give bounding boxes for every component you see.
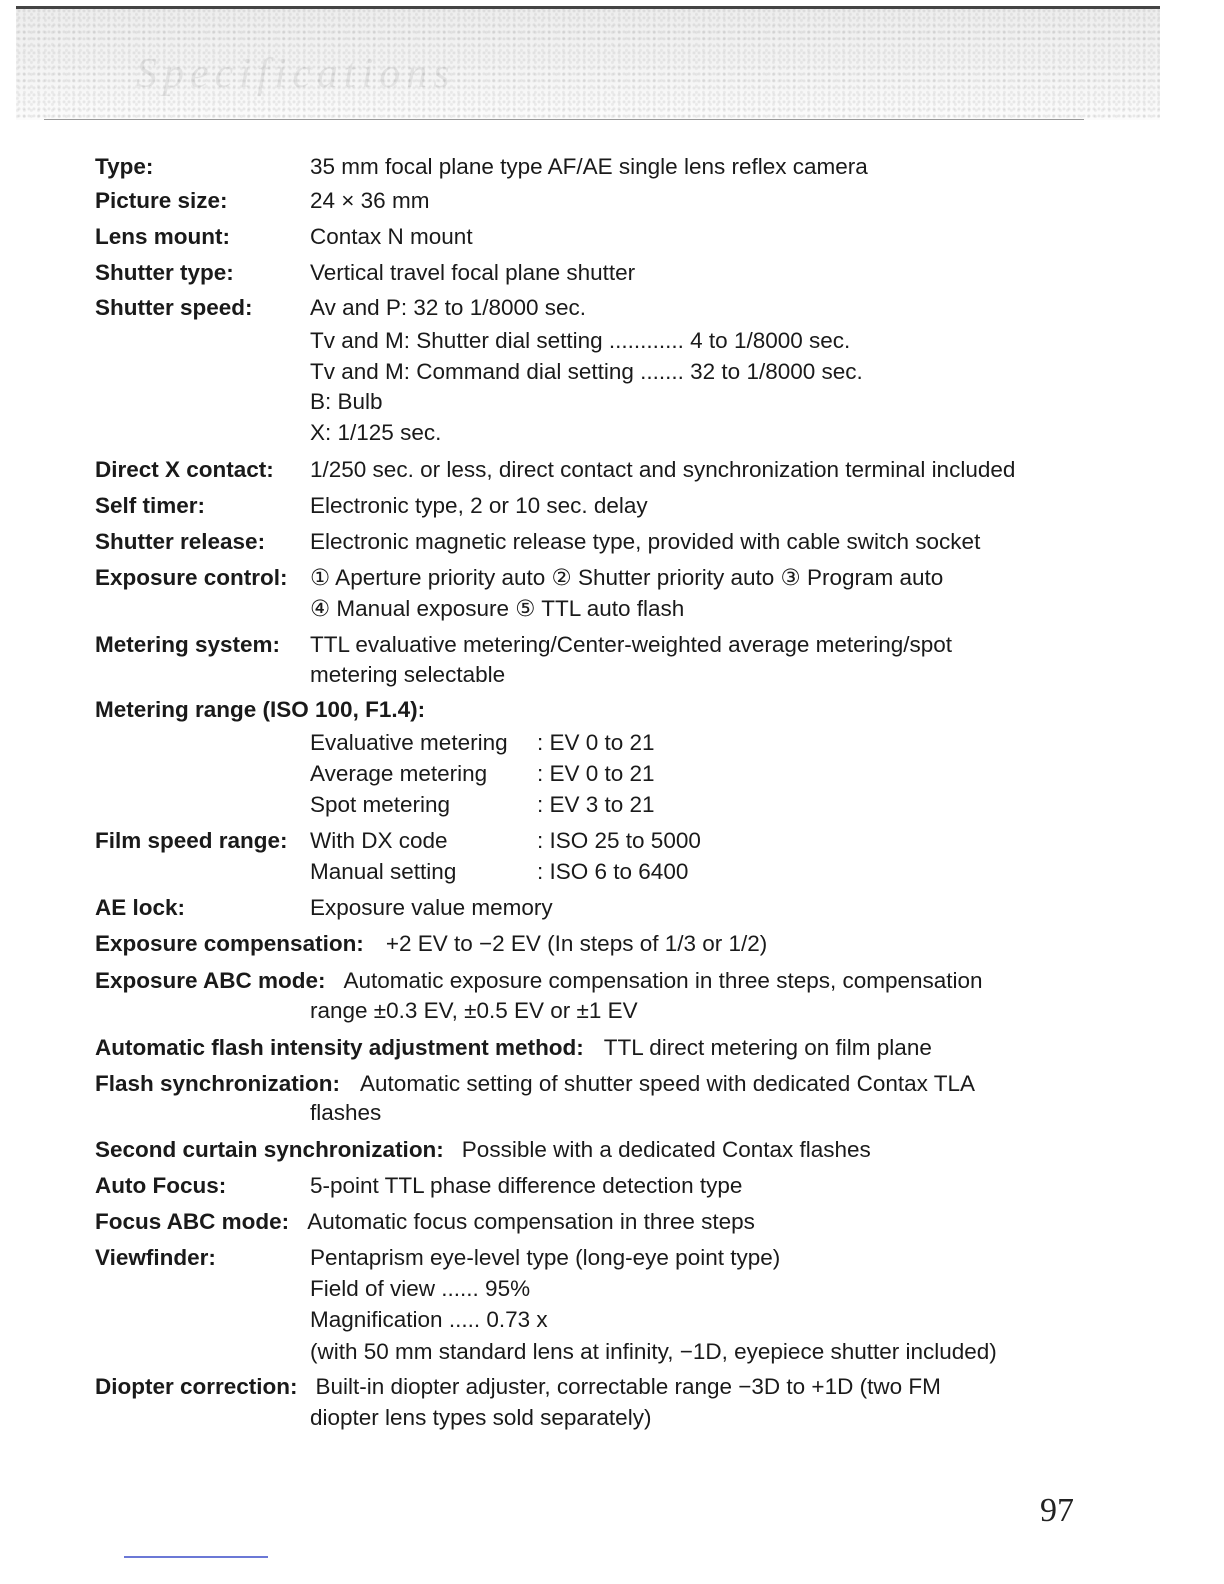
spec-label: Automatic flash intensity adjustment method: <box>95 1035 584 1060</box>
spec-value-line: range ±0.3 EV, ±0.5 EV or ±1 EV <box>310 998 638 1023</box>
spec-exposure-abc-mode <box>95 965 1085 996</box>
spec-label: Exposure compensation: <box>95 931 364 956</box>
spec-label: Shutter release: <box>95 529 266 554</box>
spec-label: Second curtain synchronization: <box>95 1137 444 1162</box>
spec-diopter-correction <box>95 1371 1085 1402</box>
metering-mode-name: Average metering <box>310 761 488 786</box>
spec-metering-range <box>95 694 1085 725</box>
spec-value-line: B: Bulb <box>310 389 383 414</box>
spec-value-line: Tv and M: Command dial setting ....... 32 to 1/8000 sec. <box>310 359 863 384</box>
spec-focus-abc-mode <box>95 1206 1085 1237</box>
metering-mode-value: : EV 0 to 21 <box>537 761 655 786</box>
footer-rule <box>124 1556 268 1558</box>
spec-value: +2 EV to −2 EV (In steps of 1/3 or 1/2) <box>385 931 768 956</box>
metering-mode-name: Evaluative metering <box>310 730 508 755</box>
spec-label: Shutter speed: <box>95 295 253 320</box>
spec-value: Built-in diopter adjuster, correctable range −3D to +1D (two FM <box>315 1374 941 1399</box>
spec-value: Electronic magnetic release type, provided with cable switch socket <box>310 529 981 554</box>
spec-shutter-type <box>95 257 1085 288</box>
spec-second-curtain-sync <box>95 1134 1085 1165</box>
page-number: 97 <box>1040 1492 1074 1529</box>
spec-exposure-compensation <box>95 928 1085 959</box>
spec-value: Contax N mount <box>310 224 473 249</box>
spec-value-line: (with 50 mm standard lens at infinity, −1D, eyepiece shutter included) <box>310 1339 997 1364</box>
film-speed-mode-value: : ISO 6 to 6400 <box>537 859 689 884</box>
spec-type <box>95 151 1085 182</box>
spec-exposure-control <box>95 562 1085 593</box>
spec-label: Metering range (ISO 100, F1.4): <box>95 697 426 722</box>
spec-value: Exposure value memory <box>310 895 553 920</box>
spec-label: Auto Focus: <box>95 1173 227 1198</box>
header-ghost-title: Specifications <box>136 51 456 97</box>
film-speed-mode-name: With DX code <box>310 828 448 853</box>
spec-value: Vertical travel focal plane shutter <box>310 260 636 285</box>
spec-self-timer <box>95 490 1085 521</box>
spec-label: AE lock: <box>95 895 186 920</box>
spec-value-line: Magnification ..... 0.73 x <box>310 1307 548 1332</box>
spec-value: Automatic exposure compensation in three steps, compensation <box>343 968 983 993</box>
spec-value: Possible with a dedicated Contax flashes <box>461 1137 871 1162</box>
spec-value-line: TTL evaluative metering/Center-weighted average metering/spot <box>310 632 952 657</box>
spec-film-speed-range <box>95 825 1085 856</box>
spec-value-line: ① Aperture priority auto ② Shutter priority auto ③ Program auto <box>310 565 944 590</box>
spec-lens-mount <box>95 221 1085 252</box>
metering-mode-name: Spot metering <box>310 792 451 817</box>
spec-value: 1/250 sec. or less, direct contact and synchronization terminal included <box>310 457 1016 482</box>
spec-value: 5-point TTL phase difference detection type <box>310 1173 743 1198</box>
spec-direct-x-contact <box>95 454 1085 485</box>
spec-label: Viewfinder: <box>95 1245 216 1270</box>
spec-value: TTL direct metering on film plane <box>603 1035 932 1060</box>
film-speed-mode-value: : ISO 25 to 5000 <box>537 828 701 853</box>
spec-value-line: Tv and M: Shutter dial setting ............ 4 to 1/8000 sec. <box>310 328 851 353</box>
spec-viewfinder <box>95 1242 1085 1273</box>
spec-shutter-speed <box>95 292 1085 323</box>
spec-flash-synchronization <box>95 1068 1085 1099</box>
spec-value: 24 × 36 mm <box>310 188 430 213</box>
spec-label: Shutter type: <box>95 260 234 285</box>
spec-auto-flash-method <box>95 1032 1085 1063</box>
spec-auto-focus <box>95 1170 1085 1201</box>
spec-value-line: metering selectable <box>310 662 506 687</box>
spec-value-line: X: 1/125 sec. <box>310 420 442 445</box>
spec-value-line: Av and P: 32 to 1/8000 sec. <box>310 295 587 320</box>
spec-metering-system <box>95 629 1085 660</box>
spec-label: Lens mount: <box>95 224 230 249</box>
spec-value: Automatic setting of shutter speed with dedicated Contax TLA <box>360 1071 975 1096</box>
spec-value-line: diopter lens types sold separately) <box>310 1405 652 1430</box>
metering-mode-value: : EV 3 to 21 <box>537 792 655 817</box>
spec-value: Automatic focus compensation in three steps <box>307 1209 755 1234</box>
spec-ae-lock <box>95 892 1085 923</box>
spec-picture-size <box>95 185 1085 216</box>
spec-label: Type: <box>95 154 154 179</box>
film-speed-mode-name: Manual setting <box>310 859 457 884</box>
metering-mode-value: : EV 0 to 21 <box>537 730 655 755</box>
spec-value: Electronic type, 2 or 10 sec. delay <box>310 493 648 518</box>
spec-value: 35 mm focal plane type AF/AE single lens reflex camera <box>310 154 868 179</box>
spec-label: Focus ABC mode: <box>95 1209 290 1234</box>
spec-label: Picture size: <box>95 188 228 213</box>
spec-label: Flash synchronization: <box>95 1071 341 1096</box>
spec-label: Exposure control: <box>95 565 288 590</box>
spec-label: Self timer: <box>95 493 206 518</box>
spec-label: Exposure ABC mode: <box>95 968 326 993</box>
spec-value-line: Pentaprism eye-level type (long-eye point type) <box>310 1245 781 1270</box>
spec-label: Direct X contact: <box>95 457 274 482</box>
spec-label: Film speed range: <box>95 828 288 853</box>
spec-value-line: ④ Manual exposure ⑤ TTL auto flash <box>310 596 685 621</box>
spec-value-line: Field of view ...... 95% <box>310 1276 531 1301</box>
spec-label: Metering system: <box>95 632 281 657</box>
spec-label: Diopter correction: <box>95 1374 298 1399</box>
spec-shutter-release <box>95 526 1085 557</box>
spec-value-line: flashes <box>310 1100 382 1125</box>
